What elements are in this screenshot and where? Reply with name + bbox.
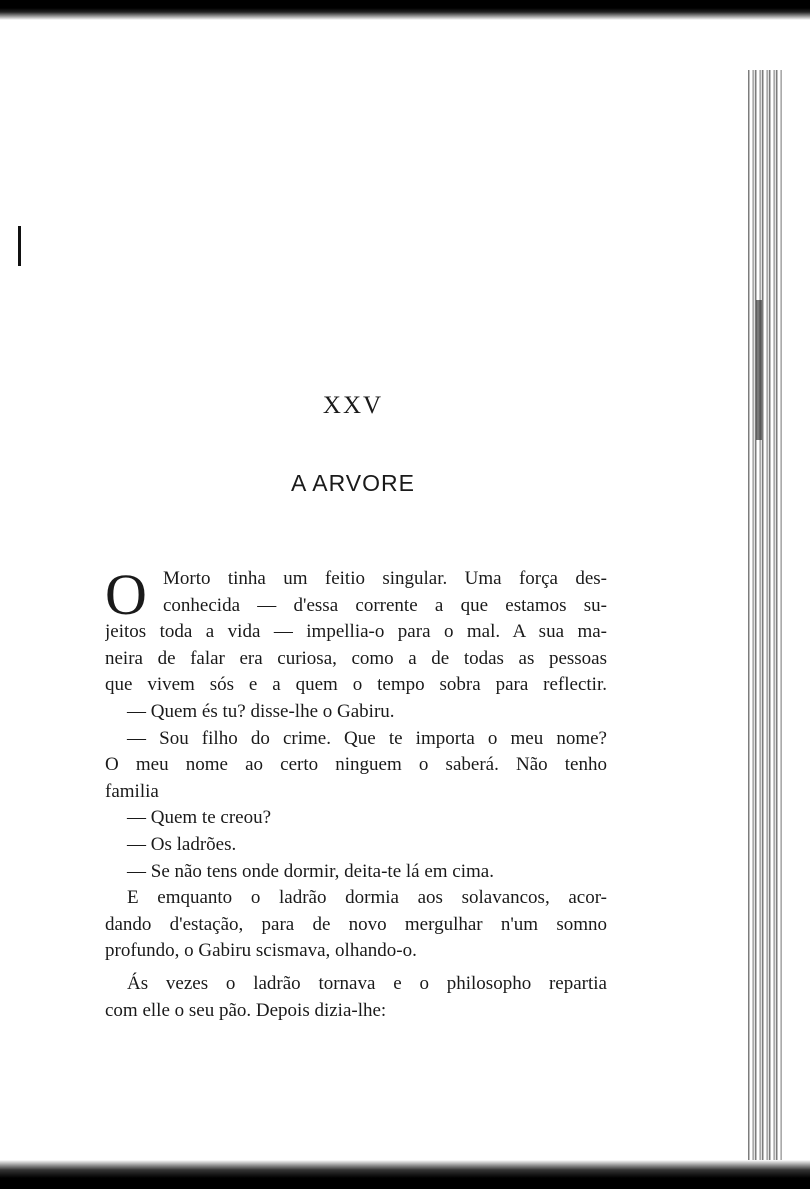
text-line: jeitos toda a vida — impellia-o para o mal. A sua ma- <box>105 621 607 643</box>
text-line: conhecida — d'essa corrente a que estamos su- <box>163 594 607 616</box>
text-line: — Os ladrões. <box>127 833 237 855</box>
text-line: — Se não tens onde dormir, deita-te lá em cima. <box>127 860 494 882</box>
text-line: O meu nome ao certo ninguem o saberá. Não tenho <box>105 754 607 776</box>
book-spine-shadow <box>748 70 782 1160</box>
body-text <box>105 562 607 1024</box>
page-bottom-edge <box>0 1160 810 1189</box>
text-line: — Quem és tu? disse-lhe o Gabiru. <box>127 700 395 722</box>
chapter-number: XXV <box>322 392 384 419</box>
text-line: Ás vezes o ladrão tornava e o philosopho repartia <box>127 972 607 994</box>
text-line: — Quem te creou? <box>127 807 272 829</box>
text-line: que vivem sós e a quem o tempo sobra para reflectir. <box>105 674 607 696</box>
text-line: dando d'estação, para de novo mergulhar n'um somno <box>105 913 607 935</box>
text-line: com elle o seu pão. Depois dizia-lhe: <box>105 999 387 1021</box>
book-spine-dark-band <box>756 300 762 440</box>
drop-cap: O <box>105 562 147 627</box>
chapter-title: A ARVORE <box>291 470 415 496</box>
text-line: neira de falar era curiosa, como a de todas as pessoas <box>105 647 607 669</box>
margin-mark <box>18 226 21 266</box>
page-top-edge <box>0 0 810 20</box>
text-line: familia <box>105 780 159 802</box>
text-line: E emquanto o ladrão dormia aos solavancos, acor- <box>127 887 607 909</box>
text-line: Morto tinha um feitio singular. Uma força des- <box>163 568 607 589</box>
text-line: — Sou filho do crime. Que te importa o meu nome? <box>127 727 607 749</box>
text-line: profundo, o Gabiru scismava, olhando-o. <box>105 940 417 962</box>
